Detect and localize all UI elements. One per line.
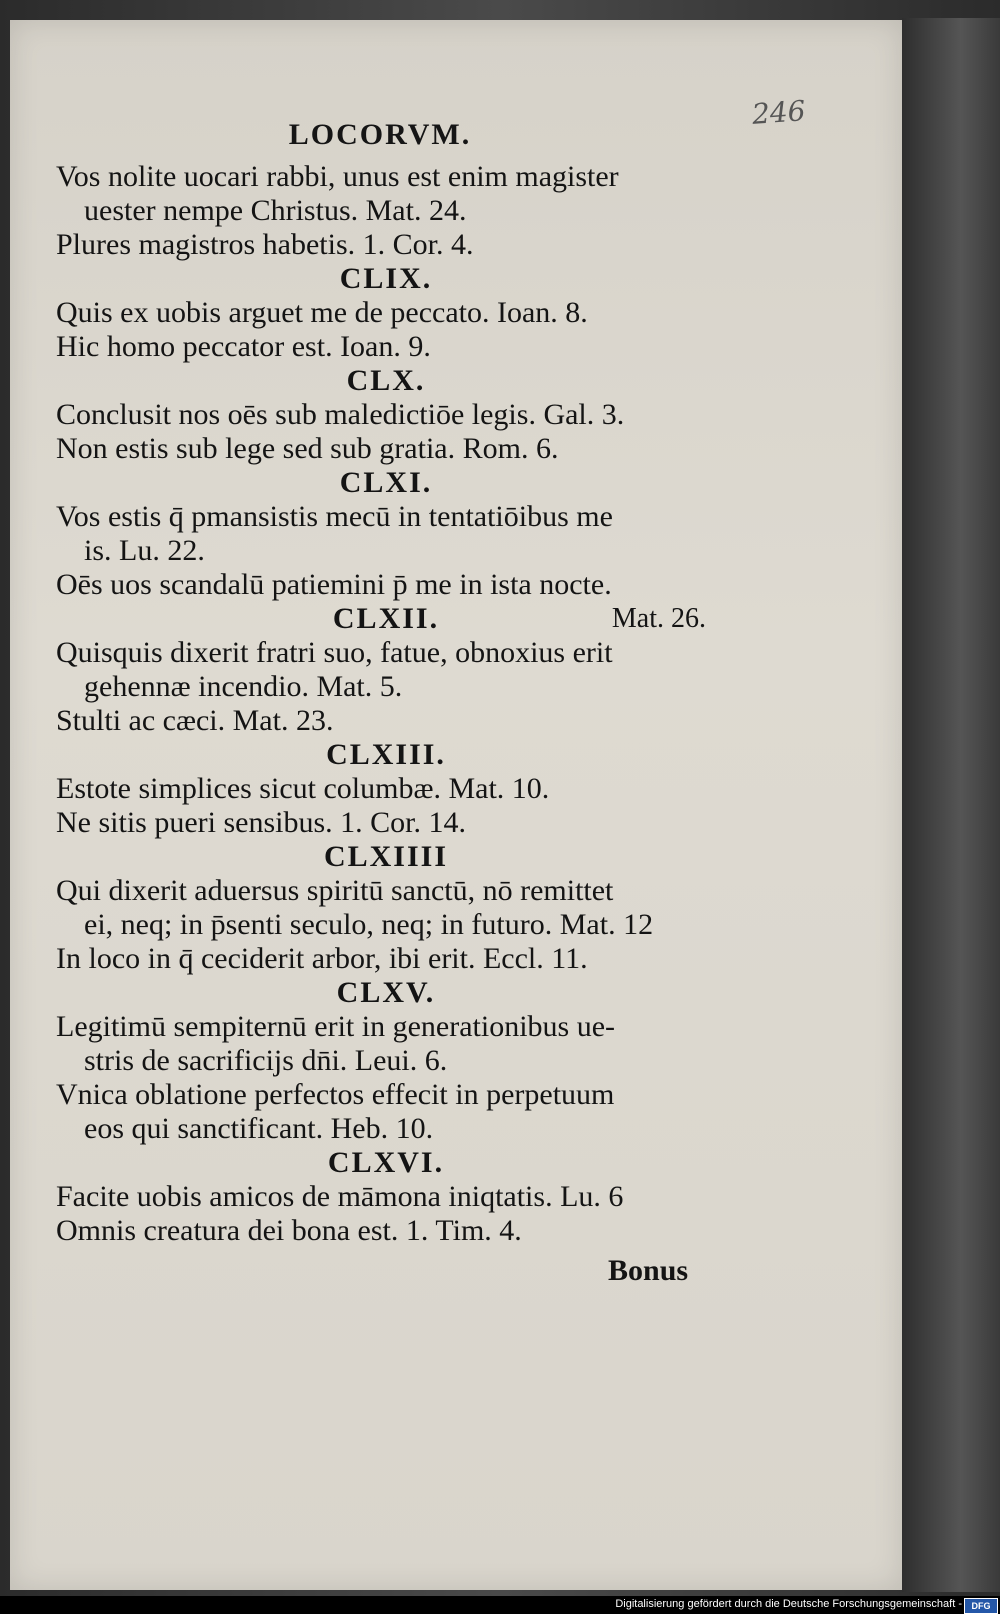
book-edge bbox=[902, 18, 1000, 1592]
text-line-continuation: ei, neq; in p̄senti seculo, neq; in futuro. Mat. 12 bbox=[84, 908, 654, 941]
text-line: In loco in q̄ ceciderit arbor, ibi erit. Eccl. 11. bbox=[56, 942, 588, 975]
section-number: CLXII. bbox=[332, 602, 440, 635]
section-number: CLXIIII bbox=[323, 840, 449, 873]
text-line: Hic homo peccator est. Ioan. 9. bbox=[56, 330, 431, 363]
section-number: CLX. bbox=[346, 364, 426, 397]
section-heading-row bbox=[56, 976, 706, 1010]
text-line: Qui dixerit aduersus spiritū sanctū, nō remittet bbox=[56, 874, 614, 907]
section-number: CLXVI. bbox=[327, 1146, 445, 1179]
text-line: Quisquis dixerit fratri suo, fatue, obnoxius erit bbox=[56, 636, 613, 669]
section-heading-row bbox=[56, 602, 706, 636]
text-line: Non estis sub lege sed sub gratia. Rom. 6. bbox=[56, 432, 559, 465]
text-line: Vos nolite uocari rabbi, unus est enim magister bbox=[56, 160, 619, 193]
text-line: Vos estis q̄ pmansistis mecū in tentatiōibus me bbox=[56, 500, 613, 533]
text-line: Estote simplices sicut columbæ. Mat. 10. bbox=[56, 772, 550, 805]
dfg-logo: DFG bbox=[964, 1598, 998, 1614]
text-line: Stulti ac cæci. Mat. 23. bbox=[56, 704, 334, 737]
section-heading-row bbox=[56, 1146, 706, 1180]
text-line-continuation: eos qui sanctificant. Heb. 10. bbox=[84, 1112, 434, 1145]
folio-number: 246 bbox=[750, 94, 807, 131]
text-line-continuation: is. Lu. 22. bbox=[84, 534, 205, 567]
text-line: Oēs uos scandalū patiemini p̄ me in ista nocte. bbox=[56, 568, 612, 601]
text-line: Quis ex uobis arguet me de peccato. Ioan. 8. bbox=[56, 296, 588, 329]
section-number: CLXV. bbox=[336, 976, 436, 1009]
text-line: Legitimū sempiternū erit in generationibus ue- bbox=[56, 1010, 616, 1043]
text-line-continuation: stris de sacrificijs dn̄i. Leui. 6. bbox=[84, 1044, 448, 1077]
section-heading-row bbox=[56, 840, 706, 874]
text-line: Plures magistros habetis. 1. Cor. 4. bbox=[56, 228, 474, 261]
text-line: Omnis creatura dei bona est. 1. Tim. 4. bbox=[56, 1214, 522, 1247]
text-block bbox=[56, 160, 706, 1248]
text-line-continuation: gehennæ incendio. Mat. 5. bbox=[84, 670, 403, 703]
section-heading-row bbox=[56, 466, 706, 500]
text-line: Ne sitis pueri sensibus. 1. Cor. 14. bbox=[56, 806, 466, 839]
text-line: Facite uobis amicos de māmona iniqtatis. Lu. 6 bbox=[56, 1180, 624, 1213]
side-reference: Mat. 26. bbox=[611, 603, 706, 634]
catchword: Bonus bbox=[608, 1254, 689, 1287]
running-head: LOCORVM. bbox=[288, 118, 472, 151]
section-number: CLIX. bbox=[339, 262, 433, 295]
text-line: Conclusit nos oēs sub maledictiōe legis. Gal. 3. bbox=[56, 398, 625, 431]
section-number: CLXI. bbox=[339, 466, 433, 499]
funding-credit: Digitalisierung gefördert durch die Deutsche Forschungsgemeinschaft - bbox=[615, 1598, 962, 1610]
text-line: Vnica oblatione perfectos effecit in perpetuum bbox=[56, 1078, 615, 1111]
section-heading-row bbox=[56, 738, 706, 772]
section-heading-row bbox=[56, 262, 706, 296]
section-heading-row bbox=[56, 364, 706, 398]
section-number: CLXIII. bbox=[326, 738, 446, 771]
text-line-continuation: uester nempe Christus. Mat. 24. bbox=[84, 194, 467, 227]
